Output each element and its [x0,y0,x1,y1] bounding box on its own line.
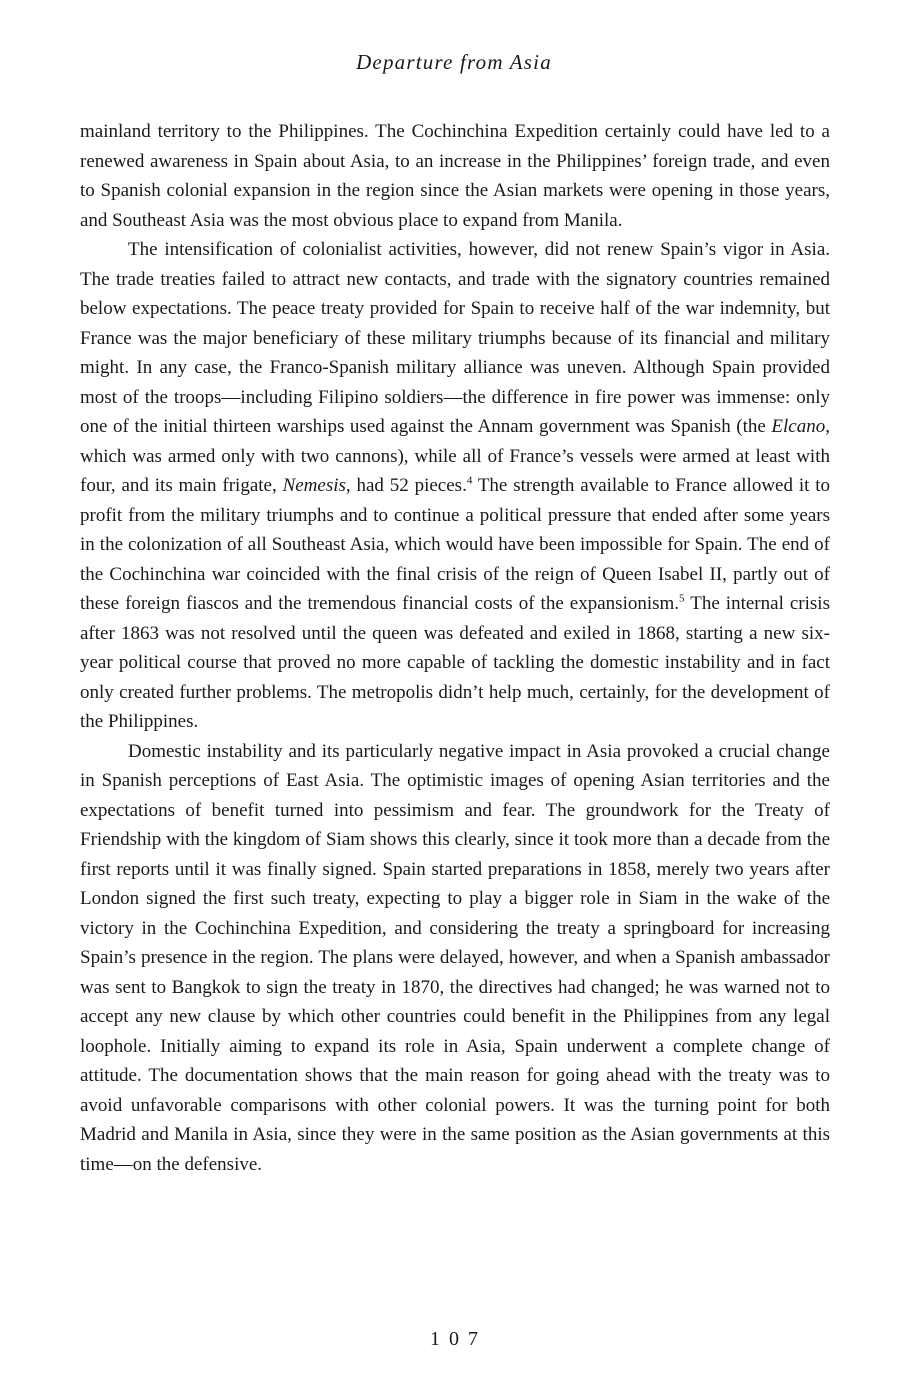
ship-name-elcano: Elcano [771,416,826,437]
body-text [80,117,830,1179]
footnote-marker-5: 5 [679,592,685,605]
paragraph-2-text-c: , had 52 pieces. [345,475,467,496]
paragraph-2-text-e: The internal crisis after 1863 was not resolved until the queen was defeated and exiled in 1868, starting a new six-year political course that proved no more capable of tackling the domestic instability and in fact only created further problems. The metropolis didn’t help much, certainly, for the development of the Philippines. [80,593,830,732]
running-head: Departure from Asia [356,50,552,74]
ship-name-nemesis: Nemesis [282,475,346,496]
paragraph-2-text-a: The intensification of colonialist activities, however, did not renew Spain’s vigor in Asia. The trade treaties failed to attract new contacts, and trade with the signatory countries remained below expectations. The peace treaty provided for Spain to receive half of the war indemnity, but France was the major beneficiary of these military triumphs because of its financial and military might. In any case, the Franco-Spanish military alliance was uneven. Although Spain provided most of the troops—including Filipino soldiers—the difference in fire power was immense: only one of the initial thirteen warships used against the Annam government was Spanish (the [80,239,830,437]
paragraph-2 [80,235,830,737]
paragraph-2-text-b: , which was armed only with two cannons), while all of France’s vessels were armed at least with four, and its main frigate, [80,416,830,496]
paragraph-1: mainland territory to the Philippines. The Cochinchina Expedition certainly could have led to a renewed awareness in Spain about Asia, to an increase in the Philippines’ foreign trade, and even to Spanish colonial expansion in the region since the Asian markets were opening in those years, and Southeast Asia was the most obvious place to expand from Manila. [80,121,830,231]
page-number: 107 [430,1328,487,1350]
paragraph-3: Domestic instability and its particularly negative impact in Asia provoked a crucial change in Spanish perceptions of East Asia. The optimistic images of opening Asian territories and the expectations of benefit turned into pessimism and fear. The groundwork for the Treaty of Friendship with the kingdom of Siam shows this clearly, since it took more than a decade from the first reports until it was finally signed. Spain started preparations in 1858, merely two years after London signed the first such treaty, expecting to play a bigger role in Siam in the wake of the victory in the Cochinchina Expedition, and considering the treaty a springboard for increasing Spain’s presence in the region. The plans were delayed, however, and when a Spanish ambassador was sent to Bangkok to sign the treaty in 1870, the directives had changed; he was warned not to accept any new clause by which other countries could benefit in the Philippines from any legal loophole. Initially aiming to expand its role in Asia, Spain underwent a complete change of attitude. The documentation shows that the main reason for going ahead with the treaty was to avoid unfavorable comparisons with other colonial powers. It was the turning point for both Madrid and Manila in Asia, since they were in the same position as the Asian governments at this time—on the defensive. [80,740,830,1175]
paragraph-2-text-d: The strength available to France allowed it to profit from the military triumphs and to continue a political pressure that ended after some years in the colonization of all Southeast Asia, which would have been impossible for Spain. The end of the Cochinchina war coincided with the final crisis of the reign of Queen Isabel II, partly out of these foreign fiascos and the tremendous financial costs of the expansionism. [80,475,830,614]
footnote-marker-4: 4 [466,474,473,487]
